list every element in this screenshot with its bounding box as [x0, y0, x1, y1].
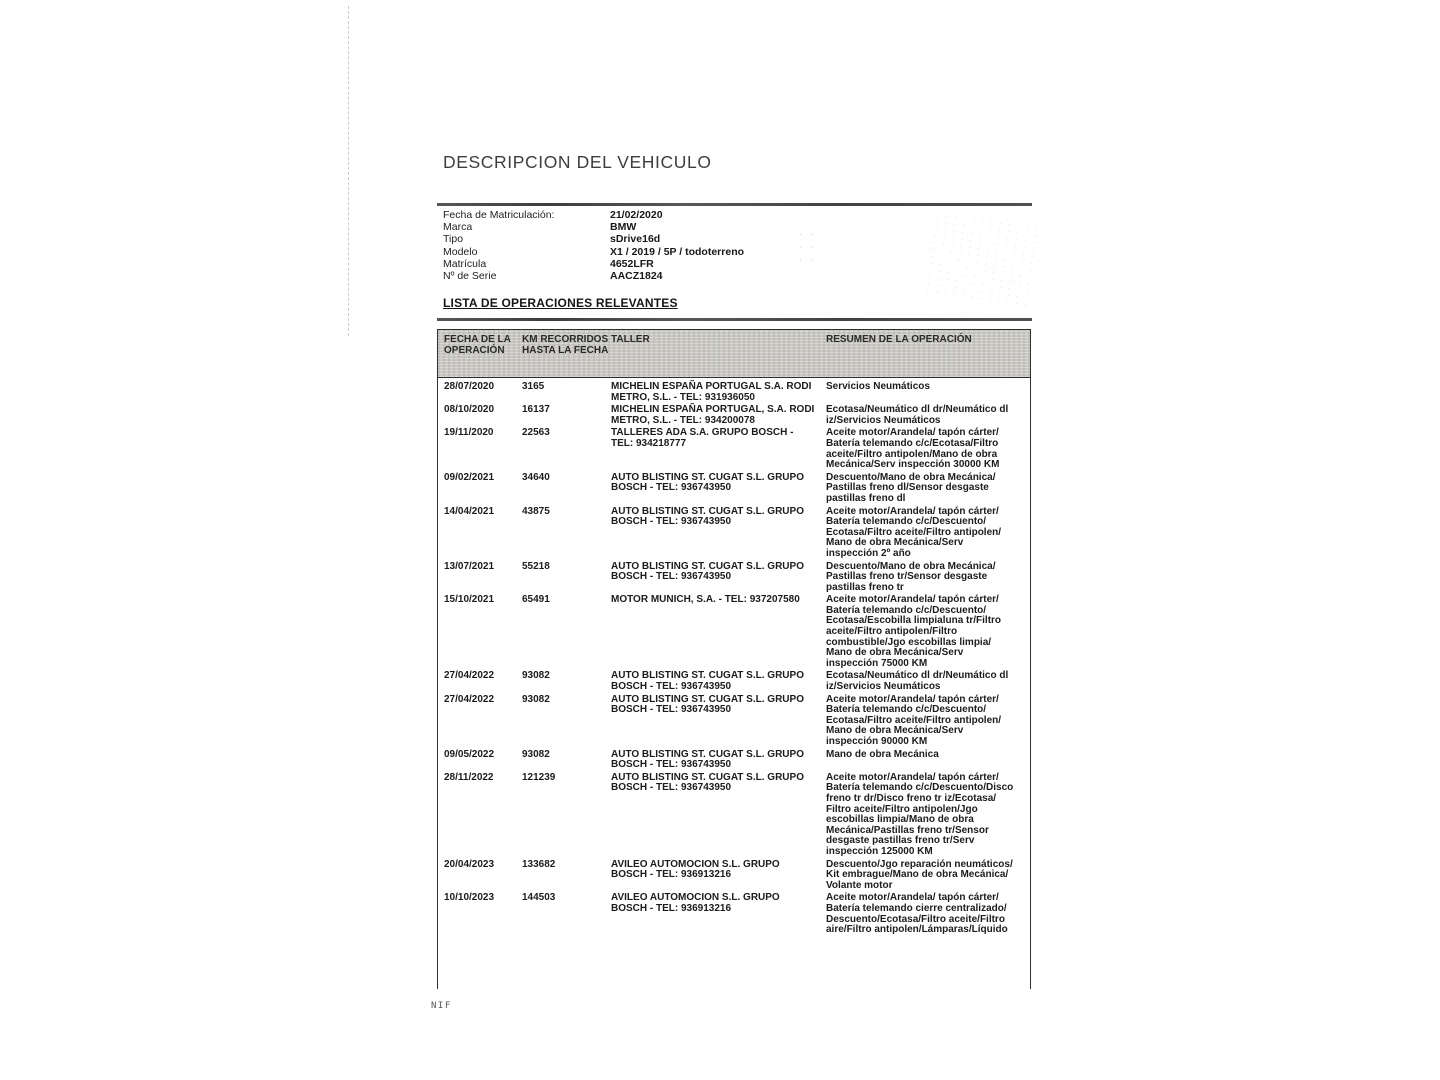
- vehicle-info-value: X1 / 2019 / 5P / todoterreno: [610, 245, 745, 258]
- operation-date: 09/05/2022: [444, 748, 495, 760]
- operation-resumen: Aceite motor/​Arandela/​ tapón cárter/​Batería telemando cierre centralizado/​Descuento/​Ecotasa/​Filtro aceite/​Filtro aire/​Filtro antipolen/​Lámparas/​Líquido: [826, 892, 1008, 936]
- operation-resumen: Descuento/​Jgo reparación neumáticos/​Kit embrague/​Mano de obra Mecánica/​Volante motor: [826, 858, 1013, 891]
- operations-table-header: [437, 329, 1031, 378]
- operation-resumen: Aceite motor/​Arandela/​ tapón cárter/​Batería telemando c/​c/​Ecotasa/​Filtro aceite/​Filtro antipolen/​Mano de obra Mecánica/​Serv inspección 30000 KM: [826, 427, 1000, 471]
- operation-km: 22563: [522, 427, 550, 439]
- operation-date: 09/02/2021: [444, 471, 495, 483]
- vehicle-info-label: Fecha de Matriculación:: [443, 209, 555, 221]
- operation-resumen: Aceite motor/​Arandela/​ tapón cárter/​Batería telemando c/​c/​Descuento/​Disco freno tr dr/​Disco freno tr iz/​Ecotasa/​Filtro aceite/​Filtro antipolen/​Jgo escobillas limpia/​Mano de obra Mecánica/​Pastillas freno tr/​Sensor desgaste pastillas freno tr/​Serv inspección 125000 KM: [826, 771, 1014, 857]
- operation-km: 93082: [522, 670, 550, 682]
- vehicle-info-label: Tipo: [443, 233, 464, 246]
- operation-km: 93082: [522, 748, 550, 760]
- operation-taller: MOTOR MUNICH, S.A. - TEL: 937207580: [611, 594, 800, 606]
- table-row: [438, 670, 1030, 693]
- vehicle-info-row: [443, 209, 744, 221]
- scan-noise-small: [795, 228, 821, 268]
- scan-artifact-line: [348, 6, 349, 336]
- operation-km: 121239: [522, 771, 556, 783]
- table-row: [438, 772, 1030, 859]
- operation-taller: AUTO BLISTING ST. CUGAT S.L. GRUPO BOSCH - TEL: 936743950: [611, 748, 804, 771]
- table-row: [438, 749, 1030, 772]
- table-row: [438, 427, 1030, 471]
- operation-taller: AUTO BLISTING ST. CUGAT S.L. GRUPO BOSCH - TEL: 936743950: [611, 505, 804, 528]
- operation-date: 15/10/2021: [444, 594, 495, 606]
- operation-km: 16137: [522, 404, 550, 416]
- vehicle-info-row: [443, 221, 744, 233]
- table-row: [438, 561, 1030, 595]
- table-row: [438, 404, 1030, 427]
- vehicle-info-row: [443, 233, 744, 245]
- operation-taller: AVILEO AUTOMOCION S.L. GRUPO BOSCH - TEL: 936913216: [611, 892, 780, 914]
- operation-date: 08/10/2020: [444, 404, 495, 416]
- operation-date: 10/10/2023: [444, 892, 495, 904]
- operation-taller: AUTO BLISTING ST. CUGAT S.L. GRUPO BOSCH - TEL: 936743950: [611, 693, 804, 716]
- operation-km: 133682: [522, 858, 556, 870]
- operation-km: 144503: [522, 892, 556, 904]
- operation-km: 43875: [522, 505, 550, 517]
- vehicle-info-label: Matrícula: [443, 257, 487, 270]
- divider-operations: [437, 318, 1032, 321]
- operation-date: 27/04/2022: [444, 670, 495, 682]
- operation-taller: TALLERES ADA S.A. GRUPO BOSCH - TEL: 934218777: [611, 427, 794, 449]
- operation-km: 93082: [522, 693, 550, 705]
- operation-taller: AUTO BLISTING ST. CUGAT S.L. GRUPO BOSCH - TEL: 936743950: [611, 670, 804, 693]
- vehicle-info-value: 4652LFR: [610, 257, 654, 270]
- operations-table: [437, 329, 1031, 989]
- vehicle-info-label: Modelo: [443, 245, 478, 258]
- header-fecha: FECHA DE LA OPERACIÓN: [444, 334, 511, 356]
- operation-resumen: Ecotasa/​Neumático dl dr/​Neumático dl iz/​Servicios Neumáticos: [826, 404, 1009, 426]
- operation-taller: MICHELIN ESPAÑA PORTUGAL S.A. RODI METRO, S.L. - TEL: 931936050: [611, 381, 812, 403]
- table-row: [438, 381, 1030, 404]
- header-km: KM RECORRIDOS HASTA LA FECHA: [522, 334, 609, 356]
- operation-km: 34640: [522, 471, 550, 483]
- operation-resumen: Descuento/​Mano de obra Mecánica/​Pastillas freno dl/​Sensor desgaste pastillas freno dl: [826, 471, 996, 504]
- operation-resumen: Mano de obra Mecánica: [826, 748, 939, 760]
- divider-top: [437, 203, 1032, 206]
- table-row: [438, 892, 1030, 936]
- operation-resumen: Servicios Neumáticos: [826, 381, 930, 392]
- vehicle-info-row: [443, 246, 744, 258]
- table-row: [438, 506, 1030, 561]
- operation-date: 14/04/2021: [444, 505, 495, 517]
- operation-date: 28/11/2022: [444, 771, 494, 783]
- table-row: [438, 594, 1030, 670]
- operation-km: 55218: [522, 560, 550, 572]
- header-taller: TALLER: [611, 334, 650, 345]
- operation-date: 19/11/2020: [444, 427, 494, 439]
- operation-resumen: Ecotasa/​Neumático dl dr/​Neumático dl iz/​Servicios Neumáticos: [826, 670, 1009, 693]
- operation-taller: AUTO BLISTING ST. CUGAT S.L. GRUPO BOSCH - TEL: 936743950: [611, 771, 804, 794]
- vehicle-info-value: AACZ1824: [610, 270, 663, 283]
- operation-resumen: Aceite motor/​Arandela/​ tapón cárter/​Batería telemando c/​c/​Descuento/​Ecotasa/​Filtro aceite/​Filtro antipolen/​Mano de obra Mecánica/​Serv inspección 2º año: [826, 505, 1002, 559]
- operations-table-body: [437, 378, 1031, 989]
- operation-date: 20/04/2023: [444, 858, 495, 870]
- operation-date: 27/04/2022: [444, 693, 495, 705]
- operation-taller: AUTO BLISTING ST. CUGAT S.L. GRUPO BOSCH - TEL: 936743950: [611, 560, 804, 583]
- operations-heading: LISTA DE OPERACIONES RELEVANTES: [443, 296, 678, 310]
- table-row: [438, 694, 1030, 749]
- operation-date: 28/07/2020: [444, 381, 495, 392]
- vehicle-info-label: Marca: [443, 221, 473, 234]
- operation-km: 65491: [522, 594, 550, 606]
- vehicle-info-value: BMW: [610, 221, 637, 234]
- operation-taller: AVILEO AUTOMOCION S.L. GRUPO BOSCH - TEL: 936913216: [611, 858, 780, 881]
- operation-taller: AUTO BLISTING ST. CUGAT S.L. GRUPO BOSCH - TEL: 936743950: [611, 471, 804, 494]
- vehicle-info-row: [443, 270, 744, 282]
- table-row: [438, 859, 1030, 893]
- operation-taller: MICHELIN ESPAÑA PORTUGAL, S.A. RODI METRO, S.L. - TEL: 934200078: [611, 404, 815, 426]
- page-title: DESCRIPCION DEL VEHICULO: [443, 152, 712, 172]
- operation-km: 3165: [522, 381, 545, 392]
- header-resumen: RESUMEN DE LA OPERACIÓN: [826, 334, 972, 345]
- vehicle-info-value: sDrive16d: [610, 233, 661, 246]
- footer-note: NIF: [431, 1001, 452, 1011]
- operation-resumen: Aceite motor/​Arandela/​ tapón cárter/​Batería telemando c/​c/​Descuento/​Ecotasa/​Filtro aceite/​Filtro antipolen/​Mano de obra Mecánica/​Serv inspección 90000 KM: [826, 693, 1002, 747]
- vehicle-info-value: 21/02/2020: [610, 209, 663, 221]
- table-row: [438, 472, 1030, 506]
- vehicle-info-label: Nº de Serie: [443, 270, 497, 283]
- operation-resumen: Aceite motor/​Arandela/​ tapón cárter/​Batería telemando c/​c/​Descuento/​Ecotasa/​Escobilla limpialuna tr/​Filtro aceite/​Filtro antipolen/​Filtro combustible/​Jgo escobillas limpia/​Mano de obra Mecánica/​Serv inspección 75000 KM: [826, 594, 1002, 669]
- operation-date: 13/07/2021: [444, 560, 495, 572]
- scan-noise: [923, 211, 1043, 308]
- operation-resumen: Descuento/​Mano de obra Mecánica/​Pastillas freno tr/​Sensor desgaste pastillas freno tr: [826, 560, 996, 593]
- vehicle-info-row: [443, 258, 744, 270]
- vehicle-info: [443, 209, 744, 282]
